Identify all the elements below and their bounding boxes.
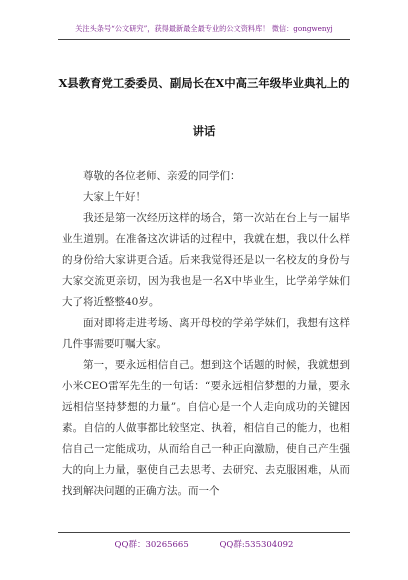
footer-contacts xyxy=(0,538,408,550)
speech-body xyxy=(62,166,350,502)
qq-group-1: QQ群：30265665 xyxy=(114,540,189,550)
document-title-continued: 讲话 xyxy=(192,124,216,138)
header-divider xyxy=(58,39,350,40)
document-title: X县教育党工委委员、副局长在X中高三年级毕业典礼上的 xyxy=(58,76,350,90)
header-notice: 关注头条号“公文研究”，获得最新最全最专业的公文资料库！ 微信：gongwenyj xyxy=(75,24,333,33)
paragraph: 面对即将走进考场、离开母校的学弟学妹们，我想有这样几件事需要叮嘱大家。 xyxy=(62,317,350,350)
qq-group-2: QQ群:535304092 xyxy=(219,540,294,550)
footer-divider xyxy=(58,532,350,533)
paragraph: 我还是第一次经历这样的场合，第一次站在台上与一届毕业生道别。在准备这次讲话的过程中，我就在想，我以什么样的身份给大家讲更合适。后来我觉得还是以一名校友的身份与大家交流更亲切，因为我也是一名X中毕业生，比学弟学妹们大了将近整整40岁。 xyxy=(62,212,350,308)
greeting: 大家上午好！ xyxy=(83,191,146,203)
paragraph: 第一，要永远相信自己。想到这个话题的时候，我就想到小米CEO雷军先生的一句话：“要永远相信梦想的力量，要永远相信坚持梦想的力量”。自信心是一个人走向成功的关键因素。自信的人做事都比较坚定、执着，相信自己的能力，也相信自己一定能成功，从而给自己一种正向激励，使自己产生强大的向上力量，驱使自己去思考、去研究、去克服困难，从而找到解决问题的正确方法。而一个 xyxy=(62,359,350,497)
salutation: 尊敬的各位老师、亲爱的同学们： xyxy=(83,170,241,182)
